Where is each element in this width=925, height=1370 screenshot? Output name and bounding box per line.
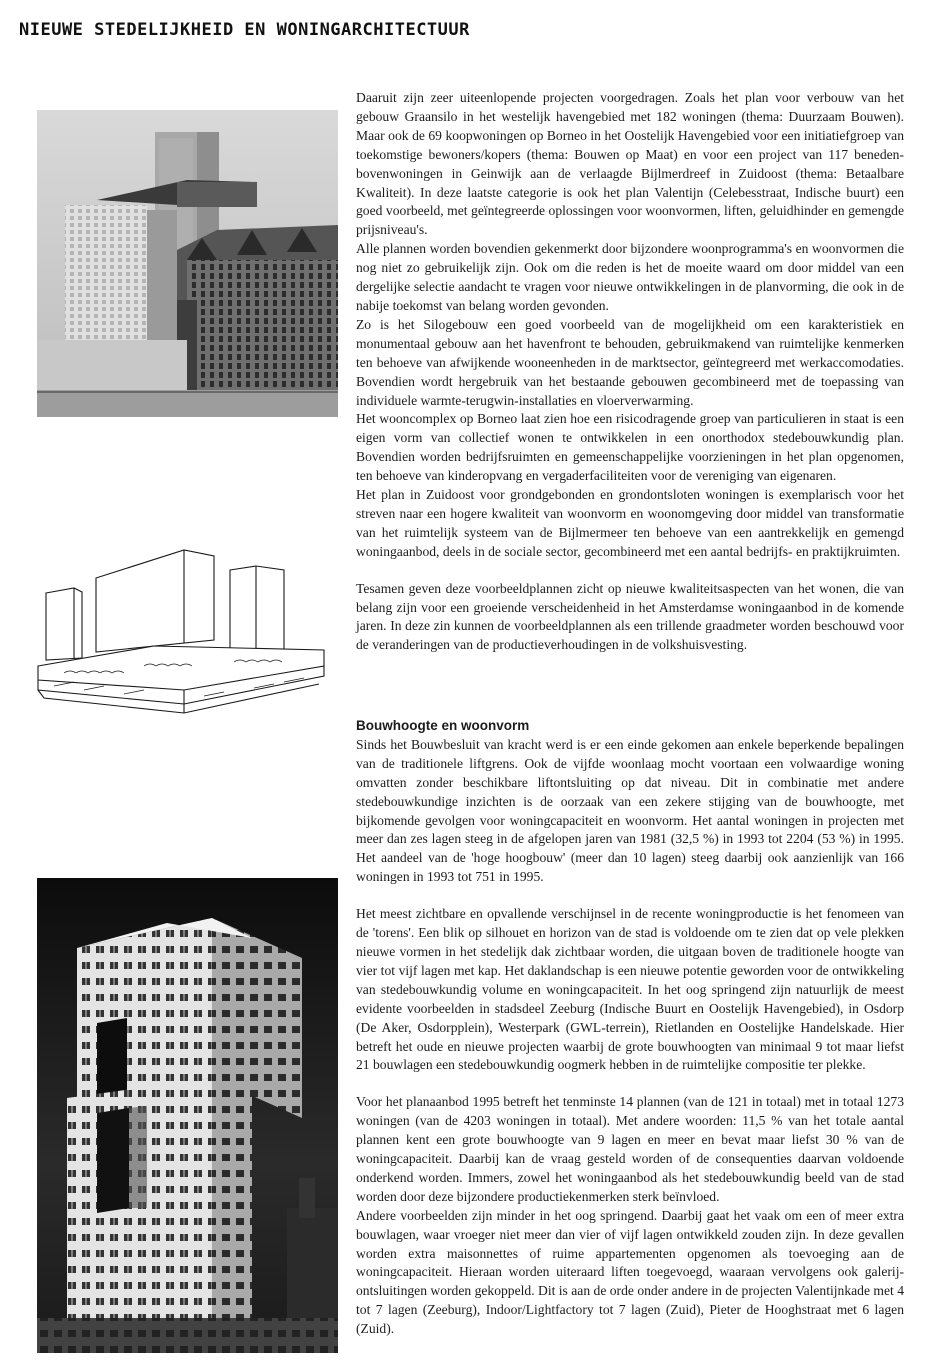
- paragraph: Het wooncomplex op Borneo laat zien hoe een risicodragende groep van particulieren in staat is een eigen vorm van collectief wonen te ontwikkelen in een onorthodox stedebouwkundig plan. Bovendien worden bedrijfsruimten en gemeenschappelijke voorzieningen in het plan opgenomen, ten behoeve van kinderopvang en vergaderfaciliteiten voor de vereniging van eigenaren.: [356, 411, 904, 484]
- paragraph: Het plan in Zuidoost voor grondgebonden en grondontsloten woningen is exemplarisch voor het streven naar een hogere kwaliteit van woonvorm en woonomgeving door middel van transformatie van het ruimtelijk systeem van de Bijlmermeer ten behoeve van een aantrekkelijk en gemengd woningaanbod, deels in de sociale sector, gecombineerd met een aantal bedrijfs- en praktijkruimten.: [356, 487, 904, 559]
- paragraph: Voor het planaanbod 1995 betreft het tenminste 14 plannen (van de 121 in totaal) met in totaal 1273 woningen (van de 4203 woningen in totaal). Met andere woorden: 11,5 % van het totale aantal plannen kent een grote bouwhoogte van 9 lagen en meer en bevat maar liefst 30 % van de woningcapaciteit. Daarbij kan de vraag gesteld worden of de consequenties daarvan voldoende onderkend worden. Immers, zowel het woningaanbod als het stedebouwkundig beeld van de stad worden door deze bijzondere productiekenmerken sterk beïnvloed.: [356, 1094, 904, 1204]
- paragraph: Daaruit zijn zeer uiteenlopende projecten voorgedragen. Zoals het plan voor verbouw van het gebouw Graansilo in het westelijk havengebied met 182 woningen (thema: Duurzaam Bouwen). Maar ook de 69 koopwoningen op Borneo in het Oostelijk Havengebied voor een initiatiefgroep van toekomstige bewoners/kopers (thema: Bouwen op Maat) en voor een project van 117 beneden-bovenwoningen in Geinwijk aan de verlaagde Bijlmerdreef in Zuidoost (thema: Betaalbare Kwaliteit). In deze laatste categorie is ook het plan Valentijn (Celebesstraat, Indische buurt) een goed voorbeeld, met geïntegreerde oplossingen voor woonvormen, liften, geluidhinder en gemengde prijsniveau's.: [356, 90, 904, 238]
- paragraph: Andere voorbeelden zijn minder in het oog springend. Daarbij gaat het vaak om een of meer extra bouwlagen, waar vroeger niet meer dan vier of vijf lagen ontwikkeld zouden zijn. In deze gevallen worden extra maisonnettes of ruime appartementen opgenomen als toevoeging aan de woningcapaciteit. Hieraan worden uiteraard liften toegevoegd, waaraan vervolgens ook galerij-ontsluitingen worden gekoppeld. Dit is aan de orde onder andere in de projecten Valentijnkade met 4 tot 7 lagen (Zeeburg), Indoor/Lightfactory tot 7 lagen (Zuid), Pieter de Hooghstraat met 6 lagen (Zuid).: [356, 1207, 904, 1337]
- paragraph: Sinds het Bouwbesluit van kracht werd is er een einde gekomen aan enkele beperkende bepalingen van de traditionele liftgrens. Ook de vijfde woonlaag mocht voortaan een volwaardige woning omvatten zonder beschikbare liftontsluiting op dat niveau. Dit in combinatie met andere stedebouwkundige inzichten is de oorzaak van een zekere stijging van de bouwhoogte, met bijkomende gevolgen voor woningcapaciteit en woonvorm. Het aantal woningen in projecten met meer dan zes lagen steeg in de afgelopen jaren van 1981 (32,5 %) in 1993 tot 2204 (53 %) in 1995. Het aandeel van de 'hoge hoogbouw' (meer dan 10 lagen) steeg daarbij ook aanzienlijk van 166 woningen in 1993 tot 751 in 1995.: [356, 736, 904, 885]
- section-heading: Bouwhoogte en woonvorm: [356, 718, 530, 733]
- paragraph: Alle plannen worden bovendien gekenmerkt door bijzondere woonprogramma's en woonvormen die nog niet zo gebruikelijk zijn. Ook om die reden is het de moeite waard om door middel van een dergelijke selectie aandacht te vragen voor nieuwe ontwikkelingen in de planvorming, die ook in de nabije toekomst van belang worden gevonden.: [356, 241, 904, 313]
- tower-facade-photo: [37, 878, 338, 1353]
- text-column-top: [356, 89, 904, 655]
- text-column-bottom: [356, 717, 904, 1339]
- page-title: NIEUWE STEDELIJKHEID EN WONINGARCHITECTUUR: [19, 20, 470, 40]
- silo-building-photo: [37, 110, 338, 417]
- paragraph: Tesamen geven deze voorbeeldplannen zicht op nieuwe kwaliteitsaspecten van het wonen, die van belang zijn voor een groeiende verscheidenheid in het Amsterdamse woningaanbod in de komende jaren. In deze zin kunnen de voorbeeldplannen als een trillende graadmeter worden beschouwd voor de veranderingen van de productieverhoudingen in de volkshuisvesting.: [356, 580, 904, 653]
- tower-platform-drawing: [34, 548, 326, 716]
- paragraph: Het meest zichtbare en opvallende verschijnsel in de recente woningproductie is het fenomeen van de 'torens'. Een blik op silhouet en horizon van de stad is voldoende om te zien dat op vele plekken nieuwe vormen in het stedelijk dak zichtbaar worden, die uitgaan boven de traditionele hoogte van vier tot vijf lagen met kap. Het daklandschap is een nieuwe potentie geworden voor de ontwikkeling van stedebouwkundig volume en woningcapaciteit. In het oog springend zijn natuurlijk de meest evidente voorbeelden in stadsdeel Zeeburg (Indische Buurt en Oostelijk Havengebied), in Osdorp (De Aker, Osdorpplein), Westerpark (GWL-terrein), Rietlanden en Oostelijke Handelskade. Hier betreft het oude en nieuwe projecten waarbij de grote bouwhoogten van minimaal 9 tot maar liefst 21 bouwlagen een stedebouwkundig oogmerk hebben in de ruimtelijke compositie ter plekke.: [356, 906, 904, 1073]
- paragraph: Zo is het Silogebouw een goed voorbeeld van de mogelijkheid om een karakteristiek en monumentaal gebouw aan het havenfront te behouden, gebruikmakend van ruimtelijke kenmerken ten behoeve van afwijkende wooneenheden in de marktsector, geïntegreerd met werkaccomodaties. Bovendien wordt hergebruik van het bestaande gebouwen gecombineerd met de toepassing van individuele warmte-terugwin-installaties en vloerverwarming.: [356, 316, 904, 408]
